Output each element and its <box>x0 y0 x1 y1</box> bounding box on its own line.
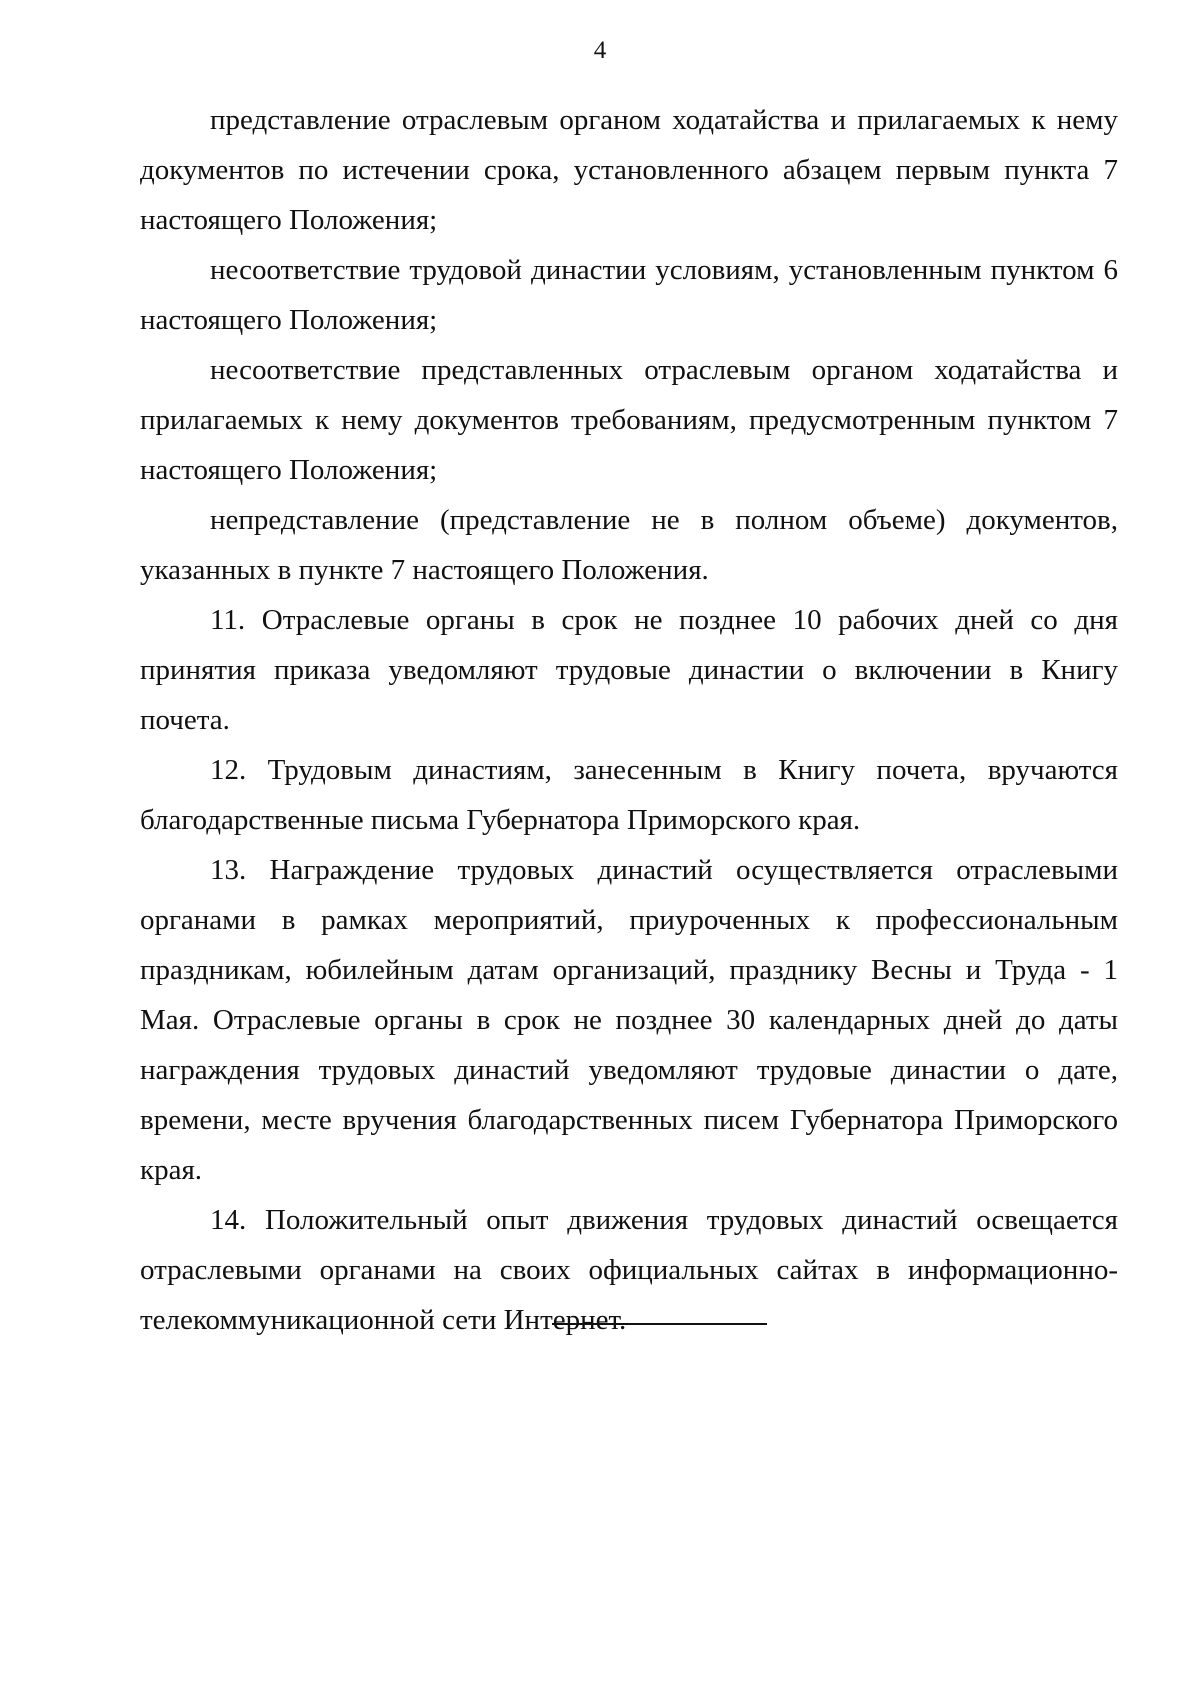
paragraph-clause-13: 13. Награждение трудовых династий осуществляется отраслевыми органами в рамках мероприятий, приуроченных к профессиональным праздникам, юбилейным датам организаций, празднику Весны и Труда - 1 Мая. Отраслевые органы в срок не позднее 30 календарных дней до даты награждения трудовых династий уведомляют трудовые династии о дате, времени, месте вручения благодарственных писем Губернатора Приморского края. <box>140 854 1118 1186</box>
paragraph-refusal-reason-documents-mismatch: несоответствие представленных отраслевым органом ходатайства и прилагаемых к нему документов требованиям, предусмотренным пунктом 7 настоящего Положения; <box>140 354 1118 486</box>
page-number: 4 <box>593 37 607 64</box>
paragraph-refusal-reason-missing-documents: непредставление (представление не в полном объеме) документов, указанных в пункте 7 настоящего Положения. <box>140 504 1118 586</box>
paragraph-clause-11: 11. Отраслевые органы в срок не позднее 10 рабочих дней со дня принятия приказа уведомляют трудовые династии о включении в Книгу почета. <box>140 604 1118 736</box>
paragraph-clause-12: 12. Трудовым династиям, занесенным в Книгу почета, вручаются благодарственные письма Губернатора Приморского края. <box>140 754 1118 836</box>
paragraph-refusal-reason-dynasty-mismatch: несоответствие трудовой династии условиям, установленным пунктом 6 настоящего Положения; <box>140 254 1118 336</box>
paragraph-clause-14: 14. Положительный опыт движения трудовых династий освещается отраслевыми органами на своих официальных сайтах в информационно-телекоммуникационной сети Интернет. <box>140 1204 1118 1336</box>
closing-separator-line <box>552 1323 767 1325</box>
document-body <box>140 95 1118 1345</box>
paragraph-refusal-reason-late-submission: представление отраслевым органом ходатайства и прилагаемых к нему документов по истечении срока, установленного абзацем первым пункта 7 настоящего Положения; <box>140 104 1118 236</box>
